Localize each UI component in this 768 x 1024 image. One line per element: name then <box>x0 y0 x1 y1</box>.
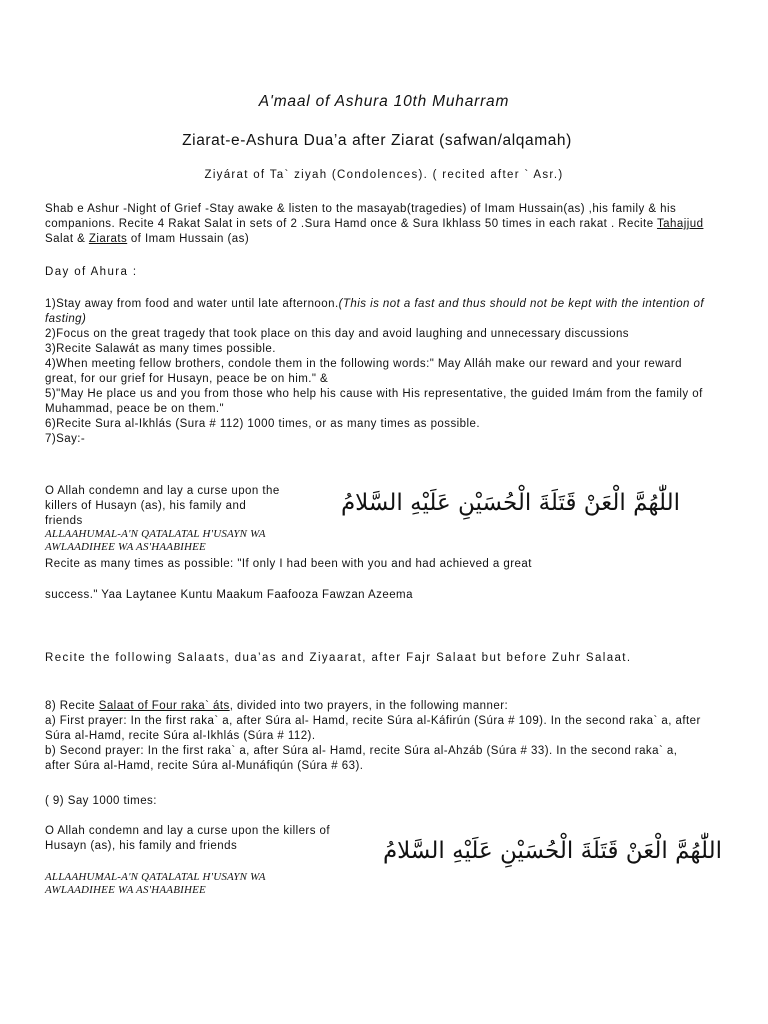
salaat-four-rakaats-link[interactable]: Salaat of Four raka` áts <box>98 700 230 712</box>
list-item-3: 3)Recite Salawát as many times possible. <box>45 343 276 355</box>
item-8-prefix: 8) Recite <box>45 700 99 712</box>
page-title: A'maal of Ashura 10th Muharram <box>258 93 510 110</box>
shab-text-2: Salat & <box>45 233 89 245</box>
list-item-5: 5)"May He place us and you from those who help his cause with His representative, the guided Imám from the family of Muhammad, peace be on them." <box>45 388 703 415</box>
item-8-second-prayer: b) Second prayer: In the first raka` a, after Súra al- Hamd, recite Súra al-Ahzáb (Súra # 33). In the second raka` a, after Súra al-Hamd, recite Súra al-Munáfiqún (Súra # 63). <box>45 745 678 772</box>
curse-2-transliteration: ALLAAHUMAL-A'N QATALATAL H'USAYN WA AWLAADIHEE WA AS'HAABIHEE <box>45 871 266 896</box>
day-list <box>45 297 705 447</box>
shab-text-3: of Imam Hussain (as) <box>127 233 250 245</box>
item-8-suffix: , divided into two prayers, in the following manner: <box>229 700 509 712</box>
day-heading: Day of Ahura : <box>45 266 138 278</box>
after-fajr-paragraph: Recite the following Salaats, dua’as and Ziyaarat, after Fajr Salaat but before Zuhr Salaat. <box>45 652 632 664</box>
success-line: success." Yaa Laytanee Kuntu Maakum Faafooza Fawzan Azeema <box>45 589 413 601</box>
curse-1-english: O Allah condemn and lay a curse upon the killers of Husayn (as), his family and friends <box>45 485 280 527</box>
list-item-1-note: (This is not a fast and thus should not be kept with the intention of fasting) <box>45 298 705 325</box>
list-item-7: 7)Say:- <box>45 433 86 445</box>
item-8-first-prayer: a) First prayer: In the first raka` a, after Súra al- Hamd, recite Súra al-Káfirún (Súra # 109). In the second raka` a, after Súra al-Hamd, recite Súra al-Ikhlás (Súra # 112). <box>45 715 701 742</box>
curse-1-transliteration: ALLAAHUMAL-A'N QATALATAL H'USAYN WA AWLAADIHEE WA AS'HAABIHEE <box>45 528 266 553</box>
list-item-1 <box>45 297 705 327</box>
list-item-4: 4)When meeting fellow brothers, condole them in the following words:" May Alláh make our reward and your reward great, for our grief for Husayn, peace be on him." & <box>45 358 682 385</box>
ziarats-link[interactable]: Ziarats <box>88 233 128 245</box>
list-item-1-text: 1)Stay away from food and water until late afternoon. <box>45 298 339 310</box>
curse-2-english: O Allah condemn and lay a curse upon the killers of Husayn (as), his family and friends <box>45 825 331 852</box>
item-9-line: ( 9) Say 1000 times: <box>45 795 157 807</box>
shab-paragraph <box>45 202 705 247</box>
item-8-block <box>45 699 705 774</box>
item-8-line <box>45 699 705 714</box>
ziyarat-line: Ziyárat of Ta` ziyah (Condolences). ( recited after ` Asr.) <box>204 169 564 181</box>
list-item-2: 2)Focus on the great tragedy that took place on this day and avoid laughing and unnecessary discussions <box>45 328 629 340</box>
tahajjud-link[interactable]: Tahajjud <box>656 218 704 230</box>
page-subtitle: Ziarat-e-Ashura Dua’a after Ziarat (safwan/alqamah) <box>182 132 572 149</box>
curse-1-arabic: اللّٰهُمَّ الْعَنْ قَتَلَةَ الْحُسَيْنِ عَلَيْهِ السَّلامُ <box>340 490 680 516</box>
shab-text-1: Shab e Ashur -Night of Grief -Stay awake & listen to the masayab(tragedies) of Imam Hussain(as) ,his family & his companions. Recite 4 Rakat Salat in sets of 2 .Sura Hamd once & Sura Ikhlass 50 times in each rakat . Recite <box>45 203 677 230</box>
list-item-6: 6)Recite Sura al-Ikhlás (Sura # 112) 1000 times, or as many times as possible. <box>45 418 481 430</box>
curse-2-arabic: اللّٰهُمَّ الْعَنْ قَتَلَةَ الْحُسَيْنِ عَلَيْهِ السَّلامُ <box>382 838 722 864</box>
recite-line: Recite as many times as possible: "If only I had been with you and had achieved a great <box>45 558 532 570</box>
